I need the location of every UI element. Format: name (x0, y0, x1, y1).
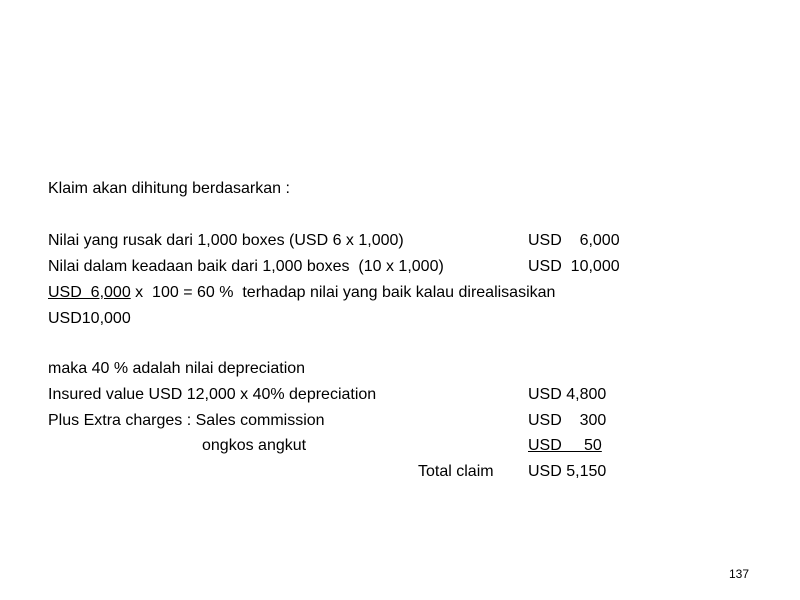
sound-value-label: Nilai dalam keadaan baik dari 1,000 boxes (10 x 1,000) (48, 258, 444, 275)
claim-heading: Klaim akan dihitung berdasarkan : (48, 180, 290, 197)
page-number: 137 (729, 567, 750, 581)
insured-value-label: Insured value USD 12,000 x 40% depreciation (48, 386, 377, 403)
ratio-text: x 100 = 60 % terhadap nilai yang baik kalau direalisasikan (130, 284, 556, 301)
extra-charges-amount: USD 300 (528, 412, 607, 429)
damaged-value-label: Nilai yang rusak dari 1,000 boxes (USD 6 x 1,000) (48, 232, 404, 249)
freight-amount: USD 50 (528, 437, 602, 454)
damaged-value-amount: USD 6,000 (528, 232, 620, 249)
freight-label: ongkos angkut (202, 437, 307, 454)
extra-charges-label: Plus Extra charges : Sales commission (48, 412, 325, 429)
ratio-denominator: USD10,000 (48, 310, 131, 327)
ratio-line (48, 283, 555, 303)
depreciation-note: maka 40 % adalah nilai depreciation (48, 360, 306, 377)
insured-value-amount: USD 4,800 (528, 386, 607, 403)
ratio-numerator: USD 6,000 (48, 284, 131, 301)
sound-value-amount: USD 10,000 (528, 258, 620, 275)
total-claim-label: Total claim (418, 463, 494, 480)
total-claim-amount: USD 5,150 (528, 463, 607, 480)
